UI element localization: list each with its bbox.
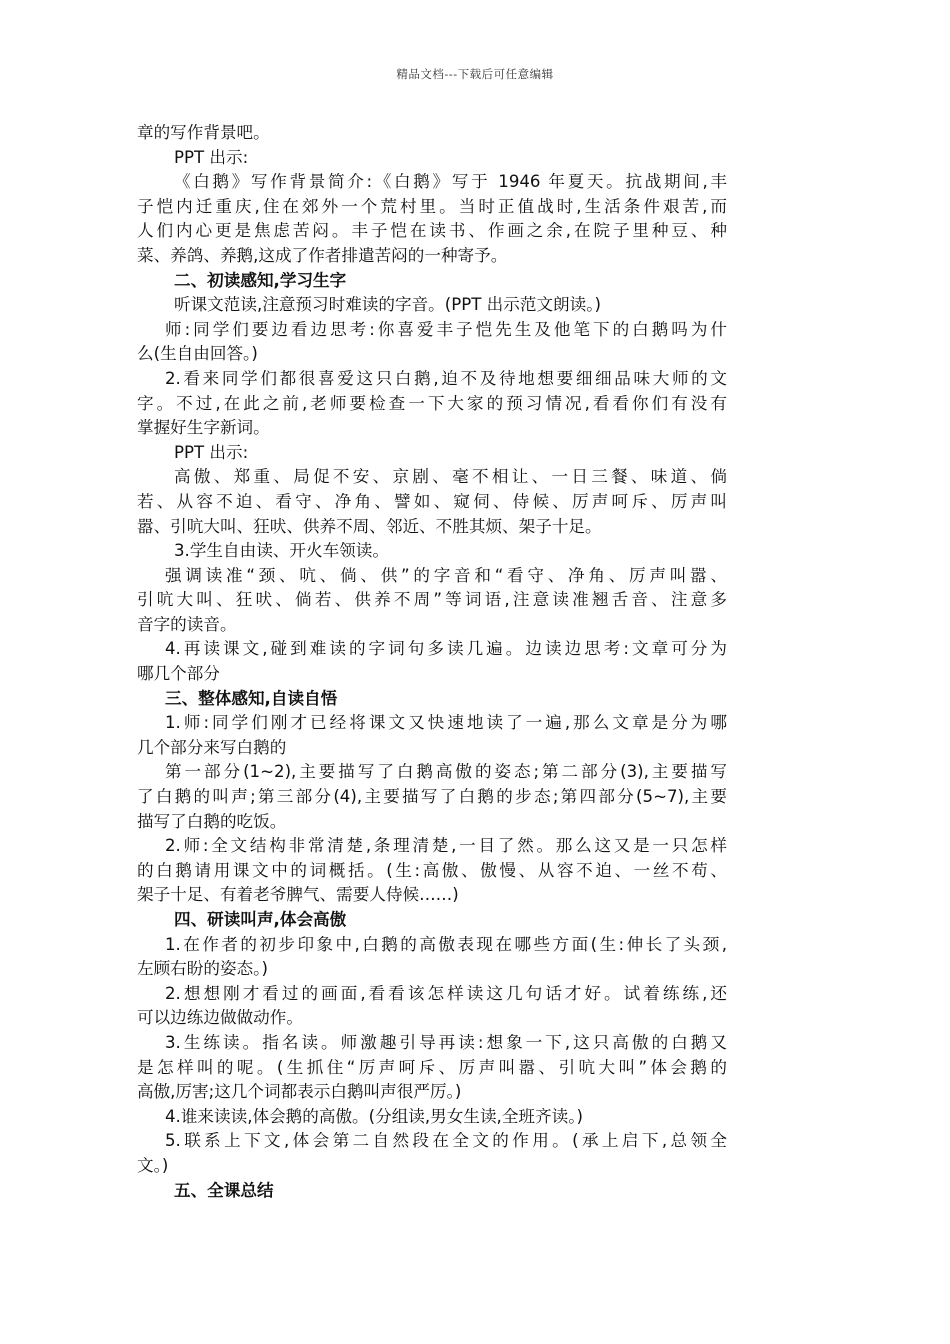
- text-line: 听课文范读,注意预习时难读的字音。(PPT 出示范文朗读。): [174, 295, 602, 315]
- section-heading: 二、初读感知,学习生字: [174, 270, 347, 290]
- text-line: 子恺内迁重庆,住在郊外一个荒村里。当时正值战时,生活条件艰苦,而: [137, 196, 727, 216]
- text-line: 2.想想刚才看过的画面,看看该怎样读这几句话才好。试着练练,还: [165, 983, 727, 1003]
- text-line: 1.师:同学们刚才已经将课文又快速地读了一遍,那么文章是分为哪: [165, 713, 727, 733]
- text-line: 4.再读课文,碰到难读的字词句多读几遍。边读边思考:文章可分为: [165, 639, 727, 659]
- text-line: 架子十足、有着老爷脾气、需要人侍候……): [137, 885, 459, 905]
- text-line: 音字的读音。: [137, 614, 237, 634]
- document-body: [137, 121, 727, 1203]
- text-line: 《白鹅》写作背景简介:《白鹅》写于 1946 年夏天。抗战期间,丰: [174, 172, 727, 192]
- section-heading: 五、全课总结: [174, 1180, 274, 1200]
- text-line: 嚣、引吭大叫、狂吠、供养不周、邻近、不胜其烦、架子十足。: [137, 516, 602, 536]
- text-line: 了白鹅的叫声;第三部分(4),主要描写了白鹅的步态;第四部分(5~7),主要: [137, 787, 727, 807]
- text-line: 描写了白鹅的吃饭。: [137, 811, 287, 831]
- text-line: 文。): [137, 1155, 169, 1175]
- text-line: 是怎样叫的呢。(生抓住“厉声呵斥、厉声叫嚣、引吭大叫”体会鹅的: [137, 1057, 727, 1077]
- text-line: 人们内心更是焦虑苦闷。丰子恺在读书、作画之余,在院子里种豆、种: [137, 221, 727, 241]
- text-line: 2.看来同学们都很喜爱这只白鹅,迫不及待地想要细细品味大师的文: [165, 368, 727, 388]
- text-line: 强调读准“颈、吭、倘、供”的字音和“看守、净角、厉声叫嚣、: [165, 565, 727, 585]
- text-line: 高傲、郑重、局促不安、京剧、毫不相让、一日三餐、味道、倘: [174, 467, 727, 487]
- section-heading: 四、研读叫声,体会高傲: [174, 910, 347, 929]
- text-line: 高傲,厉害;这几个词都表示白鹅叫声很严厉。): [137, 1082, 462, 1102]
- text-line: 第一部分(1~2),主要描写了白鹅高傲的姿态;第二部分(3),主要描写: [165, 762, 727, 782]
- text-line: 菜、养鸽、养鹅,这成了作者排遣苦闷的一种寄予。: [137, 245, 508, 265]
- text-line: 师:同学们要边看边思考:你喜爱丰子恺先生及他笔下的白鹅吗为什: [165, 319, 727, 339]
- text-line: 字。不过,在此之前,老师要检查一下大家的预习情况,看看你们有没有: [137, 393, 727, 413]
- text-line: 3.生练读。指名读。师激趣引导再读:想象一下,这只高傲的白鹅又: [165, 1032, 727, 1052]
- text-line: 几个部分来写白鹅的: [137, 737, 287, 757]
- text-line: 左顾右盼的姿态。): [137, 959, 268, 979]
- text-line: 哪几个部分: [137, 664, 220, 684]
- text-line: 的白鹅请用课文中的词概括。(生:高傲、傲慢、从容不迫、一丝不苟、: [137, 860, 727, 880]
- text-line: PPT 出示:: [174, 147, 249, 167]
- text-line: 可以边练边做做动作。: [137, 1008, 303, 1028]
- text-line: 2.师:全文结构非常清楚,条理清楚,一目了然。那么这又是一只怎样: [165, 836, 727, 856]
- text-line: 章的写作背景吧。: [137, 123, 270, 142]
- text-line: 么(生自由回答。): [137, 344, 258, 364]
- text-line: PPT 出示:: [174, 442, 249, 462]
- text-line: 5.联系上下文,体会第二自然段在全文的作用。(承上启下,总领全: [165, 1131, 727, 1151]
- text-line: 若、从容不迫、看守、净角、譬如、窥伺、侍候、厉声呵斥、厉声叫: [137, 491, 727, 511]
- page-header: 精品文档---下载后可任意编辑: [396, 67, 554, 81]
- text-line: 引吭大叫、狂吠、倘若、供养不周”等词语,注意读准翘舌音、注意多: [137, 590, 727, 610]
- text-line: 3.学生自由读、开火车领读。: [174, 541, 389, 561]
- text-line: 4.谁来读读,体会鹅的高傲。(分组读,男女生读,全班齐读。): [165, 1106, 583, 1126]
- text-line: 掌握好生字新词。: [137, 418, 270, 438]
- section-heading: 三、整体感知,自读自悟: [165, 688, 338, 708]
- text-line: 1.在作者的初步印象中,白鹅的高傲表现在哪些方面(生:伸长了头颈,: [165, 934, 727, 954]
